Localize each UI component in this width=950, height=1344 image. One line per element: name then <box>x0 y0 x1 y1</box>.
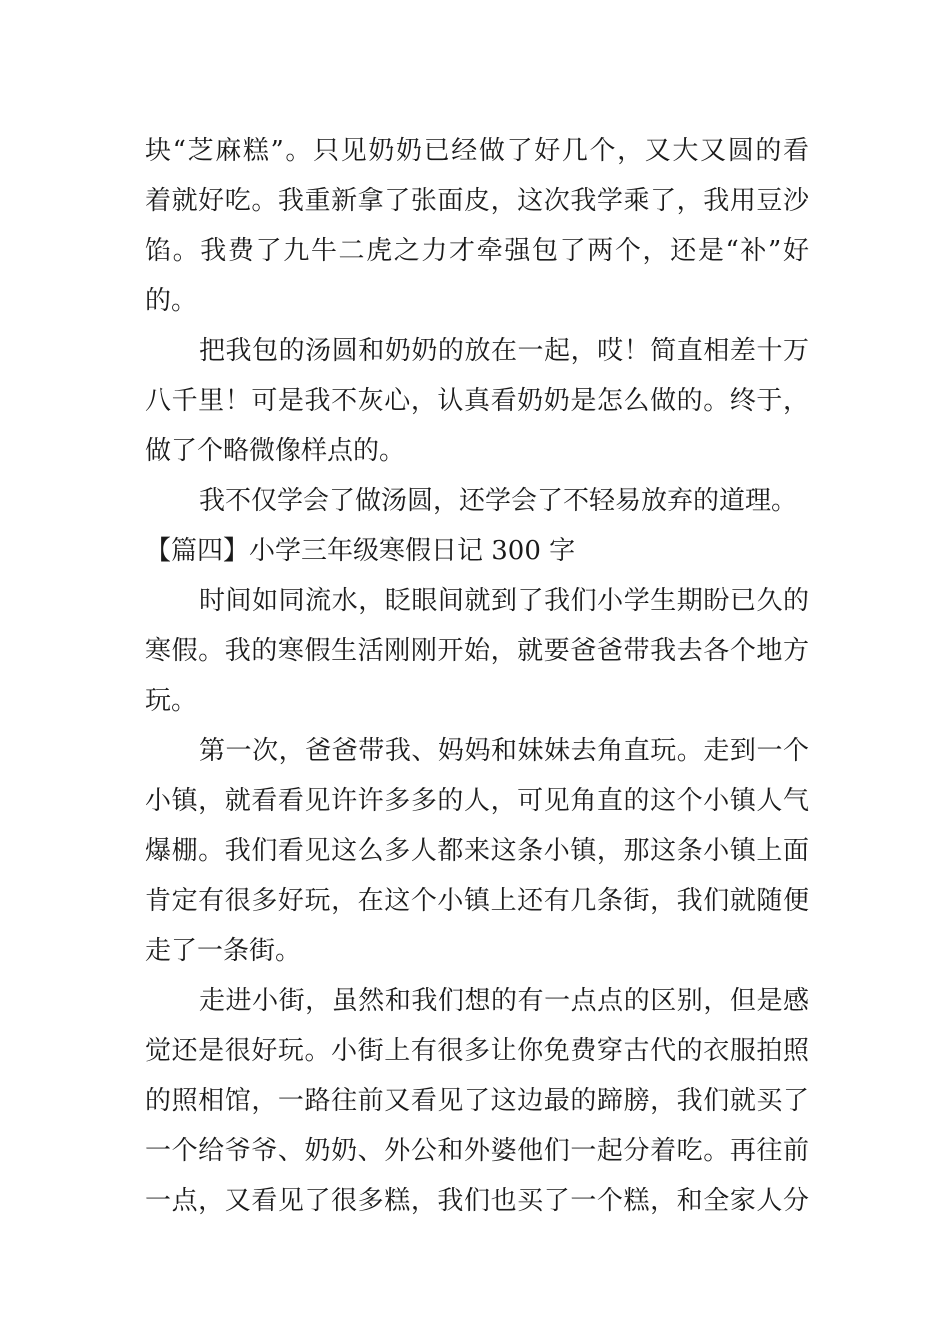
text-line: 走了一条街。 <box>145 936 302 966</box>
text-line: 馅。我费了九牛二虎之力才牵强包了两个，还是“补”好 <box>145 236 809 266</box>
text-line: 做了个略微像样点的。 <box>145 436 406 466</box>
section-heading: 【篇四】小学三年级寒假日记 300 字 <box>145 536 576 566</box>
text-line: 走进小街，虽然和我们想的有一点点的区别，但是感 <box>199 986 809 1016</box>
text-line: 一个给爷爷、奶奶、外公和外婆他们一起分着吃。再往前 <box>145 1136 809 1166</box>
text-line: 爆棚。我们看见这么多人都来这条小镇，那这条小镇上面 <box>145 836 809 866</box>
text-line: 的照相馆，一路往前又看见了这边最的蹄膀，我们就买了 <box>145 1086 809 1116</box>
text-line: 块“芝麻糕”。只见奶奶已经做了好几个，又大又圆的看 <box>145 136 809 166</box>
text-line: 觉还是很好玩。小街上有很多让你免费穿古代的衣服拍照 <box>145 1036 809 1066</box>
text-line: 寒假。我的寒假生活刚刚开始，就要爸爸带我去各个地方 <box>145 636 809 666</box>
text-line: 把我包的汤圆和奶奶的放在一起，哎！简直相差十万 <box>199 336 809 366</box>
text-line: 我不仅学会了做汤圆，还学会了不轻易放弃的道理。 <box>199 486 798 516</box>
document-page <box>145 126 809 1226</box>
text-line: 小镇，就看看见许许多多的人，可见角直的这个小镇人气 <box>145 786 809 816</box>
text-line: 的。 <box>145 286 198 316</box>
text-line: 玩。 <box>145 686 198 716</box>
text-line: 八千里！可是我不灰心，认真看奶奶是怎么做的。终于， <box>145 386 809 416</box>
text-line: 第一次，爸爸带我、妈妈和妹妹去角直玩。走到一个 <box>199 736 809 766</box>
text-line: 着就好吃。我重新拿了张面皮，这次我学乘了，我用豆沙 <box>145 186 809 216</box>
text-line: 肯定有很多好玩，在这个小镇上还有几条街，我们就随便 <box>145 886 809 916</box>
text-line: 一点，又看见了很多糕，我们也买了一个糕，和全家人分 <box>145 1186 809 1216</box>
text-line: 时间如同流水，眨眼间就到了我们小学生期盼已久的 <box>199 586 809 616</box>
